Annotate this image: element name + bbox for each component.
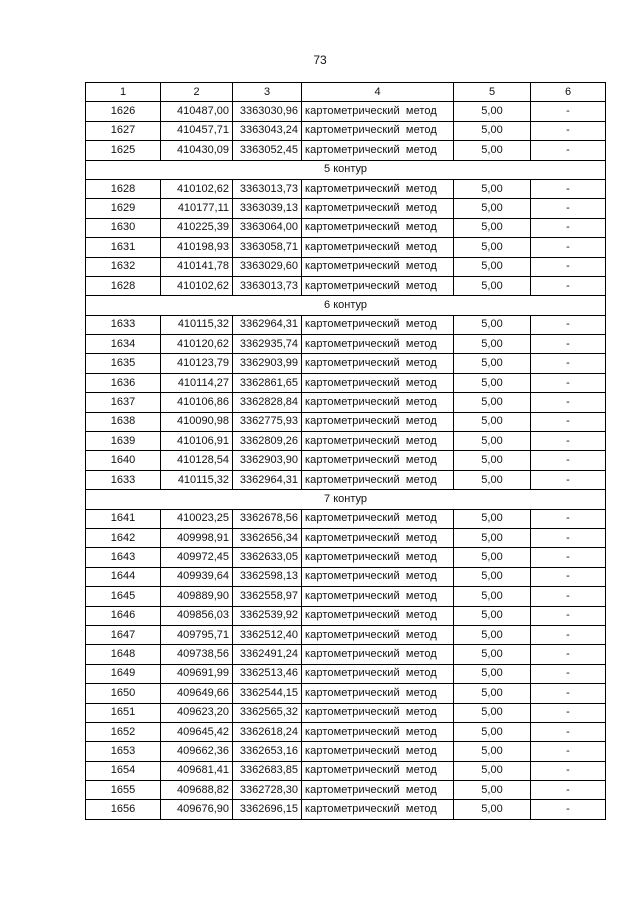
cell-y-coordinate: 3362861,65 [233,373,302,392]
cell-method: картометрический метод [302,703,454,722]
cell-x-coordinate: 410115,32 [161,470,233,489]
cell-point-number: 1643 [86,548,161,567]
cell-y-coordinate: 3362633,05 [233,548,302,567]
cell-note: - [531,470,606,489]
cell-y-coordinate: 3362618,24 [233,722,302,741]
table-row [86,722,606,741]
cell-point-number: 1631 [86,238,161,257]
column-header: 1 [86,83,161,102]
cell-accuracy: 5,00 [454,606,531,625]
cell-x-coordinate: 409645,42 [161,722,233,741]
cell-point-number: 1628 [86,276,161,295]
cell-x-coordinate: 410123,79 [161,354,233,373]
cell-y-coordinate: 3362809,26 [233,432,302,451]
cell-y-coordinate: 3362696,15 [233,800,302,819]
cell-point-number: 1646 [86,606,161,625]
cell-method: картометрический метод [302,179,454,198]
cell-y-coordinate: 3362964,31 [233,470,302,489]
column-header: 2 [161,83,233,102]
cell-y-coordinate: 3362558,97 [233,587,302,606]
cell-y-coordinate: 3362653,16 [233,742,302,761]
section-title: 6 контур [86,296,606,315]
cell-y-coordinate: 3363030,96 [233,102,302,121]
cell-accuracy: 5,00 [454,141,531,160]
cell-note: - [531,432,606,451]
table-row [86,141,606,160]
cell-y-coordinate: 3362775,93 [233,412,302,431]
cell-method: картометрический метод [302,645,454,664]
cell-accuracy: 5,00 [454,703,531,722]
cell-x-coordinate: 410102,62 [161,276,233,295]
cell-x-coordinate: 410177,11 [161,199,233,218]
cell-method: картометрический метод [302,781,454,800]
cell-point-number: 1645 [86,587,161,606]
cell-accuracy: 5,00 [454,742,531,761]
table-row [86,761,606,780]
cell-note: - [531,548,606,567]
table-row [86,703,606,722]
cell-y-coordinate: 3363029,60 [233,257,302,276]
cell-x-coordinate: 410023,25 [161,509,233,528]
cell-point-number: 1654 [86,761,161,780]
table-row [86,470,606,489]
cell-method: картометрический метод [302,373,454,392]
cell-note: - [531,742,606,761]
cell-x-coordinate: 410430,09 [161,141,233,160]
cell-point-number: 1638 [86,412,161,431]
table-row [86,354,606,373]
cell-accuracy: 5,00 [454,393,531,412]
cell-note: - [531,567,606,586]
table-row [86,509,606,528]
cell-method: картометрический метод [302,606,454,625]
cell-x-coordinate: 409649,66 [161,684,233,703]
section-title: 5 контур [86,160,606,179]
cell-point-number: 1656 [86,800,161,819]
cell-accuracy: 5,00 [454,645,531,664]
cell-note: - [531,102,606,121]
cell-accuracy: 5,00 [454,432,531,451]
cell-method: картометрический метод [302,102,454,121]
table-row [86,432,606,451]
section-row [86,296,606,315]
cell-note: - [531,218,606,237]
cell-accuracy: 5,00 [454,373,531,392]
table-row [86,315,606,334]
cell-method: картометрический метод [302,684,454,703]
section-row [86,490,606,509]
cell-x-coordinate: 410102,62 [161,179,233,198]
cell-accuracy: 5,00 [454,199,531,218]
cell-point-number: 1652 [86,722,161,741]
cell-x-coordinate: 409738,56 [161,645,233,664]
cell-x-coordinate: 410115,32 [161,315,233,334]
cell-x-coordinate: 410090,98 [161,412,233,431]
cell-method: картометрический метод [302,315,454,334]
cell-method: картометрический метод [302,257,454,276]
table-body [86,102,606,819]
cell-y-coordinate: 3363043,24 [233,121,302,140]
cell-method: картометрический метод [302,335,454,354]
column-header: 3 [233,83,302,102]
cell-method: картометрический метод [302,470,454,489]
cell-x-coordinate: 410114,27 [161,373,233,392]
cell-y-coordinate: 3363013,73 [233,276,302,295]
cell-x-coordinate: 410198,93 [161,238,233,257]
cell-point-number: 1635 [86,354,161,373]
cell-method: картометрический метод [302,276,454,295]
cell-point-number: 1637 [86,393,161,412]
cell-note: - [531,393,606,412]
cell-accuracy: 5,00 [454,218,531,237]
table-row [86,587,606,606]
table-row [86,276,606,295]
cell-x-coordinate: 409662,36 [161,742,233,761]
table-row [86,800,606,819]
table-row [86,528,606,547]
cell-point-number: 1655 [86,781,161,800]
cell-note: - [531,509,606,528]
column-header: 4 [302,83,454,102]
table-row [86,412,606,431]
cell-note: - [531,315,606,334]
table-row [86,451,606,470]
table-row [86,684,606,703]
table-row [86,102,606,121]
cell-x-coordinate: 409795,71 [161,625,233,644]
cell-note: - [531,141,606,160]
cell-method: картометрический метод [302,238,454,257]
cell-y-coordinate: 3362903,99 [233,354,302,373]
cell-x-coordinate: 410225,39 [161,218,233,237]
cell-accuracy: 5,00 [454,276,531,295]
cell-accuracy: 5,00 [454,567,531,586]
cell-accuracy: 5,00 [454,257,531,276]
cell-note: - [531,335,606,354]
cell-method: картометрический метод [302,567,454,586]
cell-point-number: 1642 [86,528,161,547]
cell-x-coordinate: 409939,64 [161,567,233,586]
cell-note: - [531,257,606,276]
cell-y-coordinate: 3363064,00 [233,218,302,237]
cell-y-coordinate: 3362828,84 [233,393,302,412]
section-title: 7 контур [86,490,606,509]
cell-point-number: 1629 [86,199,161,218]
cell-note: - [531,587,606,606]
cell-accuracy: 5,00 [454,315,531,334]
cell-accuracy: 5,00 [454,509,531,528]
cell-method: картометрический метод [302,548,454,567]
cell-method: картометрический метод [302,121,454,140]
cell-accuracy: 5,00 [454,451,531,470]
cell-y-coordinate: 3362565,32 [233,703,302,722]
cell-accuracy: 5,00 [454,179,531,198]
cell-note: - [531,528,606,547]
cell-note: - [531,664,606,683]
table-row [86,567,606,586]
cell-note: - [531,451,606,470]
cell-accuracy: 5,00 [454,684,531,703]
cell-point-number: 1625 [86,141,161,160]
cell-y-coordinate: 3362935,74 [233,335,302,354]
cell-x-coordinate: 410106,91 [161,432,233,451]
cell-x-coordinate: 409691,99 [161,664,233,683]
cell-x-coordinate: 409972,45 [161,548,233,567]
cell-method: картометрический метод [302,451,454,470]
cell-note: - [531,703,606,722]
column-header: 6 [531,83,606,102]
cell-method: картометрический метод [302,412,454,431]
table-row [86,218,606,237]
cell-x-coordinate: 409676,90 [161,800,233,819]
cell-note: - [531,121,606,140]
cell-accuracy: 5,00 [454,412,531,431]
cell-note: - [531,199,606,218]
cell-point-number: 1633 [86,315,161,334]
cell-point-number: 1644 [86,567,161,586]
cell-y-coordinate: 3363013,73 [233,179,302,198]
cell-point-number: 1628 [86,179,161,198]
cell-accuracy: 5,00 [454,528,531,547]
table-row [86,121,606,140]
table-row [86,781,606,800]
page-number: 73 [313,53,327,67]
cell-x-coordinate: 409889,90 [161,587,233,606]
cell-point-number: 1649 [86,664,161,683]
cell-note: - [531,684,606,703]
cell-note: - [531,354,606,373]
section-row [86,160,606,179]
table-row [86,606,606,625]
cell-method: картометрический метод [302,761,454,780]
cell-method: картометрический метод [302,141,454,160]
cell-note: - [531,625,606,644]
cell-point-number: 1651 [86,703,161,722]
cell-note: - [531,800,606,819]
cell-note: - [531,412,606,431]
cell-y-coordinate: 3362598,13 [233,567,302,586]
cell-y-coordinate: 3362728,30 [233,781,302,800]
cell-point-number: 1626 [86,102,161,121]
table-row [86,373,606,392]
cell-x-coordinate: 410120,62 [161,335,233,354]
cell-method: картометрический метод [302,625,454,644]
cell-method: картометрический метод [302,742,454,761]
cell-method: картометрический метод [302,664,454,683]
cell-note: - [531,276,606,295]
cell-point-number: 1641 [86,509,161,528]
cell-method: картометрический метод [302,393,454,412]
cell-x-coordinate: 409998,91 [161,528,233,547]
cell-y-coordinate: 3362964,31 [233,315,302,334]
cell-accuracy: 5,00 [454,470,531,489]
cell-y-coordinate: 3362491,24 [233,645,302,664]
cell-y-coordinate: 3363058,71 [233,238,302,257]
cell-y-coordinate: 3363039,13 [233,199,302,218]
cell-point-number: 1653 [86,742,161,761]
cell-point-number: 1639 [86,432,161,451]
table-row [86,199,606,218]
cell-point-number: 1633 [86,470,161,489]
cell-note: - [531,761,606,780]
table-row [86,335,606,354]
cell-accuracy: 5,00 [454,335,531,354]
cell-point-number: 1634 [86,335,161,354]
cell-accuracy: 5,00 [454,354,531,373]
cell-point-number: 1632 [86,257,161,276]
cell-y-coordinate: 3362512,40 [233,625,302,644]
table-row [86,645,606,664]
cell-x-coordinate: 410128,54 [161,451,233,470]
cell-point-number: 1627 [86,121,161,140]
cell-x-coordinate: 409688,82 [161,781,233,800]
table-row [86,238,606,257]
table-row [86,664,606,683]
cell-note: - [531,781,606,800]
table-row [86,257,606,276]
cell-x-coordinate: 409623,20 [161,703,233,722]
cell-point-number: 1647 [86,625,161,644]
table-header-row [86,83,606,102]
cell-x-coordinate: 410457,71 [161,121,233,140]
cell-y-coordinate: 3363052,45 [233,141,302,160]
cell-note: - [531,645,606,664]
cell-method: картометрический метод [302,528,454,547]
cell-method: картометрический метод [302,722,454,741]
cell-method: картометрический метод [302,800,454,819]
cell-accuracy: 5,00 [454,761,531,780]
cell-accuracy: 5,00 [454,548,531,567]
cell-accuracy: 5,00 [454,625,531,644]
cell-point-number: 1650 [86,684,161,703]
cell-x-coordinate: 409856,03 [161,606,233,625]
cell-y-coordinate: 3362513,46 [233,664,302,683]
table-row [86,625,606,644]
cell-y-coordinate: 3362903,90 [233,451,302,470]
coordinates-table [85,82,606,820]
cell-accuracy: 5,00 [454,102,531,121]
cell-point-number: 1648 [86,645,161,664]
cell-method: картометрический метод [302,218,454,237]
cell-accuracy: 5,00 [454,722,531,741]
cell-y-coordinate: 3362544,15 [233,684,302,703]
cell-x-coordinate: 410106,86 [161,393,233,412]
cell-method: картометрический метод [302,199,454,218]
cell-note: - [531,179,606,198]
cell-x-coordinate: 409681,41 [161,761,233,780]
table-row [86,548,606,567]
cell-note: - [531,238,606,257]
cell-method: картометрический метод [302,432,454,451]
cell-x-coordinate: 410141,78 [161,257,233,276]
cell-accuracy: 5,00 [454,664,531,683]
cell-point-number: 1640 [86,451,161,470]
table-row [86,742,606,761]
cell-y-coordinate: 3362656,34 [233,528,302,547]
cell-y-coordinate: 3362678,56 [233,509,302,528]
cell-accuracy: 5,00 [454,587,531,606]
cell-method: картометрический метод [302,509,454,528]
cell-accuracy: 5,00 [454,121,531,140]
cell-accuracy: 5,00 [454,238,531,257]
cell-accuracy: 5,00 [454,800,531,819]
column-header: 5 [454,83,531,102]
cell-method: картометрический метод [302,587,454,606]
cell-x-coordinate: 410487,00 [161,102,233,121]
cell-y-coordinate: 3362683,85 [233,761,302,780]
cell-note: - [531,722,606,741]
table-row [86,179,606,198]
table-row [86,393,606,412]
cell-note: - [531,606,606,625]
cell-note: - [531,373,606,392]
cell-accuracy: 5,00 [454,781,531,800]
cell-y-coordinate: 3362539,92 [233,606,302,625]
cell-point-number: 1636 [86,373,161,392]
cell-method: картометрический метод [302,354,454,373]
cell-point-number: 1630 [86,218,161,237]
